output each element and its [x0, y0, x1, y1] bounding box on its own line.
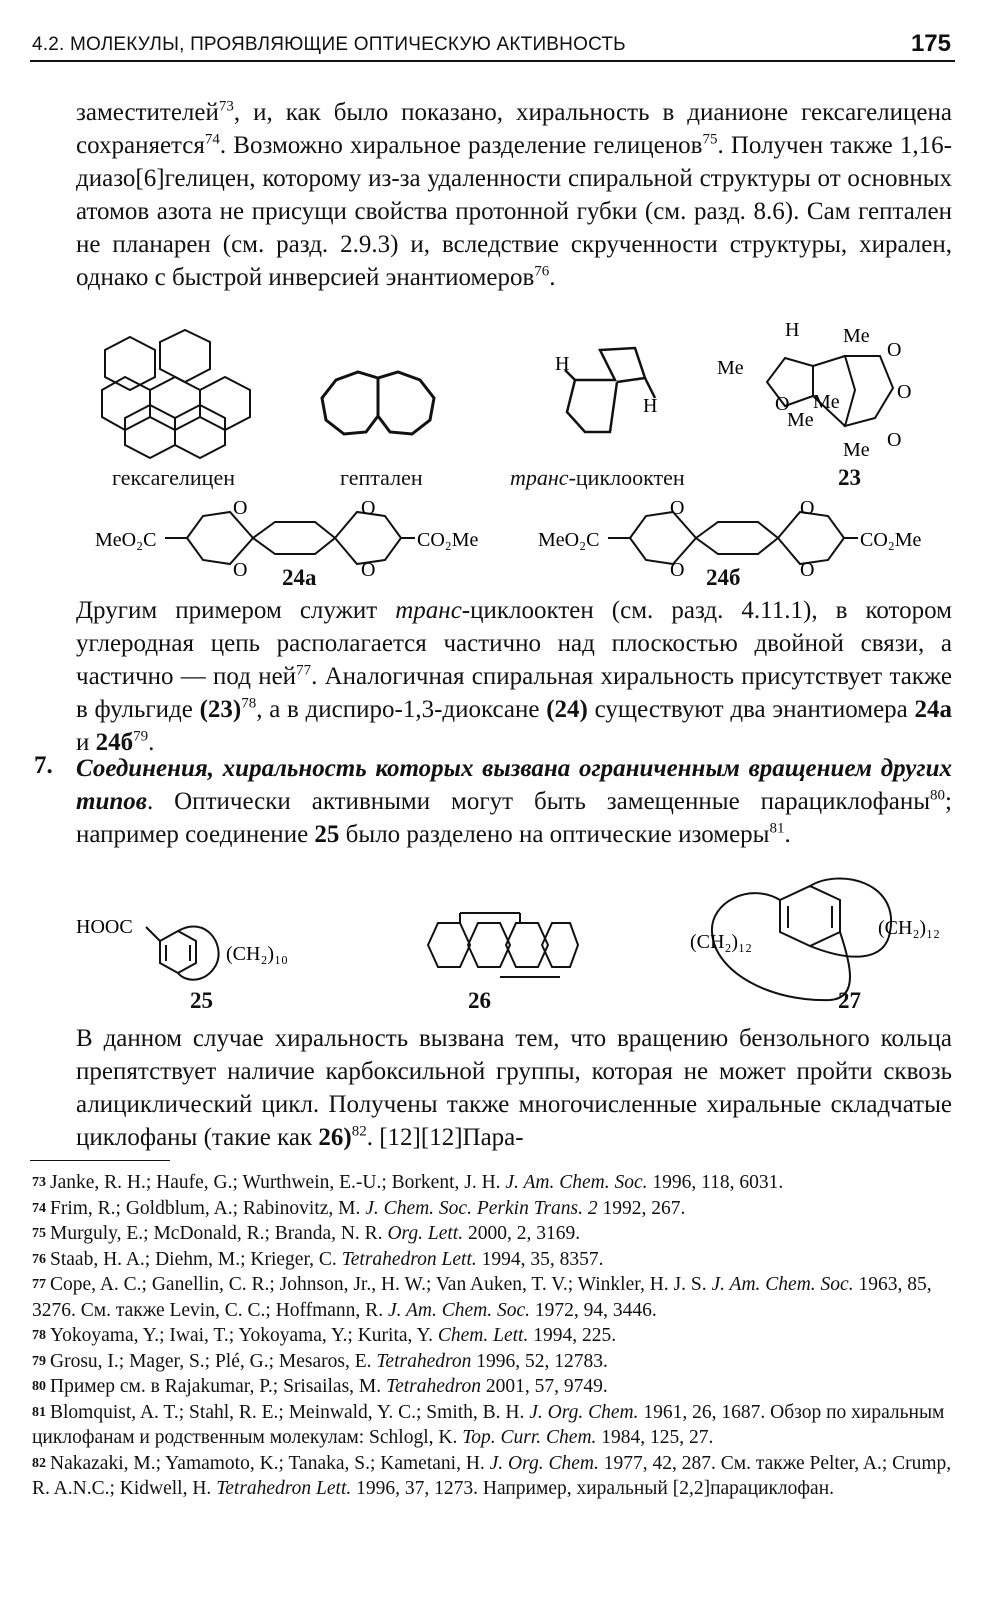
trans-cyclooctene-label: транс-циклооктен	[510, 465, 685, 490]
svg-text:O: O	[800, 559, 815, 580]
paragraph-3: В данном случае хиральность вызвана тем, что вращению бензольного кольца препятствует наличие карбоксильной группы, которая не может пройти сквозь алициклический цикл. Получены также многочисленные хиральные складчатые циклофаны (такие как 26)$^{82}$. [12][12]Пара-	[76, 1025, 952, 1151]
svg-text:CO₂Me: CO₂Me	[860, 529, 922, 551]
svg-text:O: O	[897, 381, 912, 403]
svg-text:MeO₂C: MeO₂C	[538, 529, 600, 551]
svg-text:Me: Me	[843, 325, 870, 347]
svg-text:O: O	[361, 500, 376, 519]
svg-text:H: H	[643, 395, 658, 417]
running-header	[30, 30, 955, 62]
svg-text:H: H	[555, 353, 570, 375]
svg-text:O: O	[887, 339, 902, 361]
svg-text:MeO₂C: MeO₂C	[95, 529, 157, 551]
svg-text:CO₂Me: CO₂Me	[417, 529, 479, 551]
svg-text:HOOC: HOOC	[76, 916, 133, 938]
svg-text:Me: Me	[787, 409, 814, 431]
svg-text:O: O	[670, 559, 685, 580]
footnote-80: $^{80}$ Пример см. в Rajakumar, P.; Srisailas, M. Tetrahedron 2001, 57, 9749.	[32, 1376, 608, 1397]
compound-23-label: 23	[838, 465, 861, 490]
footnote-79: $^{79}$ Grosu, I.; Mager, S.; Plé, G.; Mesaros, E. Tetrahedron 1996, 52, 12783.	[32, 1350, 608, 1372]
trans-cyclooctene-structure	[545, 340, 685, 450]
svg-text:O: O	[775, 393, 790, 415]
paragraph-1: заместителей$^{73}$, и, как было показано, хиральность в дианионе гексагелицена сохраняется$^{74}$. Возможно хиральное разделение гелиценов$^{75}$. Получен также 1,16-диазо[6]гелицен, которому из-за удаленности спиральной структуры от основных атомов азота не присущи свойства протонной губки (см. разд. 8.6). Сам гептален не планарен (см. разд. 2.9.3) и, вследствие скрученности структуры, хирален, однако с быстрой инверсией энантиомеров$^{76}$.	[76, 98, 952, 291]
compound-24a-label: 24а	[282, 565, 317, 590]
fulgide-23-structure	[715, 318, 915, 463]
paragraph-item-7: Соединения, хиральность которых вызвана ограниченным вращением других типов. Оптически активными могут быть замещенные парациклофаны$^{80}$; например соединение 25 было разделено на оптические изомеры$^{81}$.	[76, 755, 952, 848]
heptalene-label: гептален	[340, 465, 423, 490]
svg-text:H: H	[785, 319, 800, 341]
svg-text:(CH₂)₁₀: (CH₂)₁₀	[226, 943, 289, 965]
svg-text:O: O	[233, 559, 248, 580]
heptalene-structure	[318, 368, 438, 440]
svg-text:O: O	[361, 559, 376, 580]
paragraph-2: Другим примером служит транс-циклооктен (см. разд. 4.11.1), в котором углеродная цепь располагается частично над плоскостью двойной связи, а частично — под ней$^{77}$. Аналогичная спиральная хиральность присутствует также в фульгиде $(23)^{78}$, а в диспиро-1,3-диоксане (24) существуют два энантиомера 24а и $24б^{79}$.	[76, 597, 952, 756]
compound-26-structure	[420, 905, 580, 985]
footnote-81: $^{81}$ Blomquist, A. T.; Stahl, R. E.; Meinwald, Y. C.; Smith, B. H. J. Org. Chem. 1961, 26, 1687. Обзор по хиральным циклофанам и родственным молекулам: Schlogl, K. Top. Curr. Chem. 1984, 125, 27.	[32, 1401, 945, 1448]
hexahelicene-label: гексагелицен	[112, 465, 235, 490]
svg-text:(CH₂)₁₂: (CH₂)₁₂	[878, 917, 941, 939]
svg-text:O: O	[233, 500, 248, 519]
section-title: 4.2. МОЛЕКУЛЫ, ПРОЯВЛЯЮЩИЕ ОПТИЧЕСКУЮ АКТИВНОСТЬ	[32, 34, 626, 55]
footnote-rule	[30, 1160, 170, 1161]
compound-27-label: 27	[838, 988, 861, 1013]
page-number: 175	[910, 30, 951, 57]
footnote-73: $^{73}$ Janke, R. H.; Haufe, G.; Wurthwein, E.-U.; Borkent, J. H. J. Am. Chem. Soc. 1996, 118, 6031.	[32, 1172, 784, 1193]
footnote-77: $^{77}$ Cope, A. C.; Ganellin, C. R.; Johnson, Jr., H. W.; Van Auken, T. V.; Winkler, H. J. S. J. Am. Chem. Soc. 1963, 85, 3276. См. также Levin, C. C.; Hoffmann, R. J. Am. Chem. Soc. 1972, 94, 3446.	[32, 1274, 932, 1321]
svg-text:O: O	[887, 429, 902, 451]
footnote-75: $^{75}$ Murguly, E.; McDonald, R.; Branda, N. R. Org. Lett. 2000, 2, 3169.	[32, 1223, 581, 1244]
svg-text:Me: Me	[843, 439, 870, 461]
list-item-number: 7.	[34, 752, 53, 779]
svg-text:(CH₂)₁₂: (CH₂)₁₂	[690, 931, 753, 953]
compound-27-structure	[690, 872, 960, 1012]
compound-26-label: 26	[468, 988, 491, 1013]
footnote-76: $^{76}$ Staab, H. A.; Diehm, M.; Krieger, C. Tetrahedron Lett. 1994, 35, 8357.	[32, 1248, 604, 1270]
svg-text:O: O	[670, 500, 685, 519]
svg-text:O: O	[800, 500, 815, 519]
svg-text:Me: Me	[813, 391, 840, 413]
footnote-74: $^{74}$ Frim, R.; Goldblum, A.; Rabinovitz, M. J. Chem. Soc. Perkin Trans. 2 1992, 267.	[32, 1197, 686, 1219]
compound-25-label: 25	[190, 988, 213, 1013]
footnote-82: $^{82}$ Nakazaki, M.; Yamamoto, K.; Tanaka, S.; Kametani, H. J. Org. Chem. 1977, 42, 287. См. также Pelter, A.; Crump, R. A.N.C.; Kidwell, H. Tetrahedron Lett. 1996, 37, 1273. Например, хиральный [2,2]парациклофан.	[32, 1452, 952, 1499]
svg-text:Me: Me	[717, 357, 744, 379]
compound-24b-label: 24б	[706, 565, 741, 590]
compound-25-structure	[76, 905, 316, 990]
hexahelicene-structure	[90, 322, 260, 462]
footnote-78: $^{78}$ Yokoyama, Y.; Iwai, T.; Yokoyama, Y.; Kurita, Y. Chem. Lett. 1994, 225.	[32, 1325, 617, 1346]
footnotes	[32, 1170, 954, 1502]
